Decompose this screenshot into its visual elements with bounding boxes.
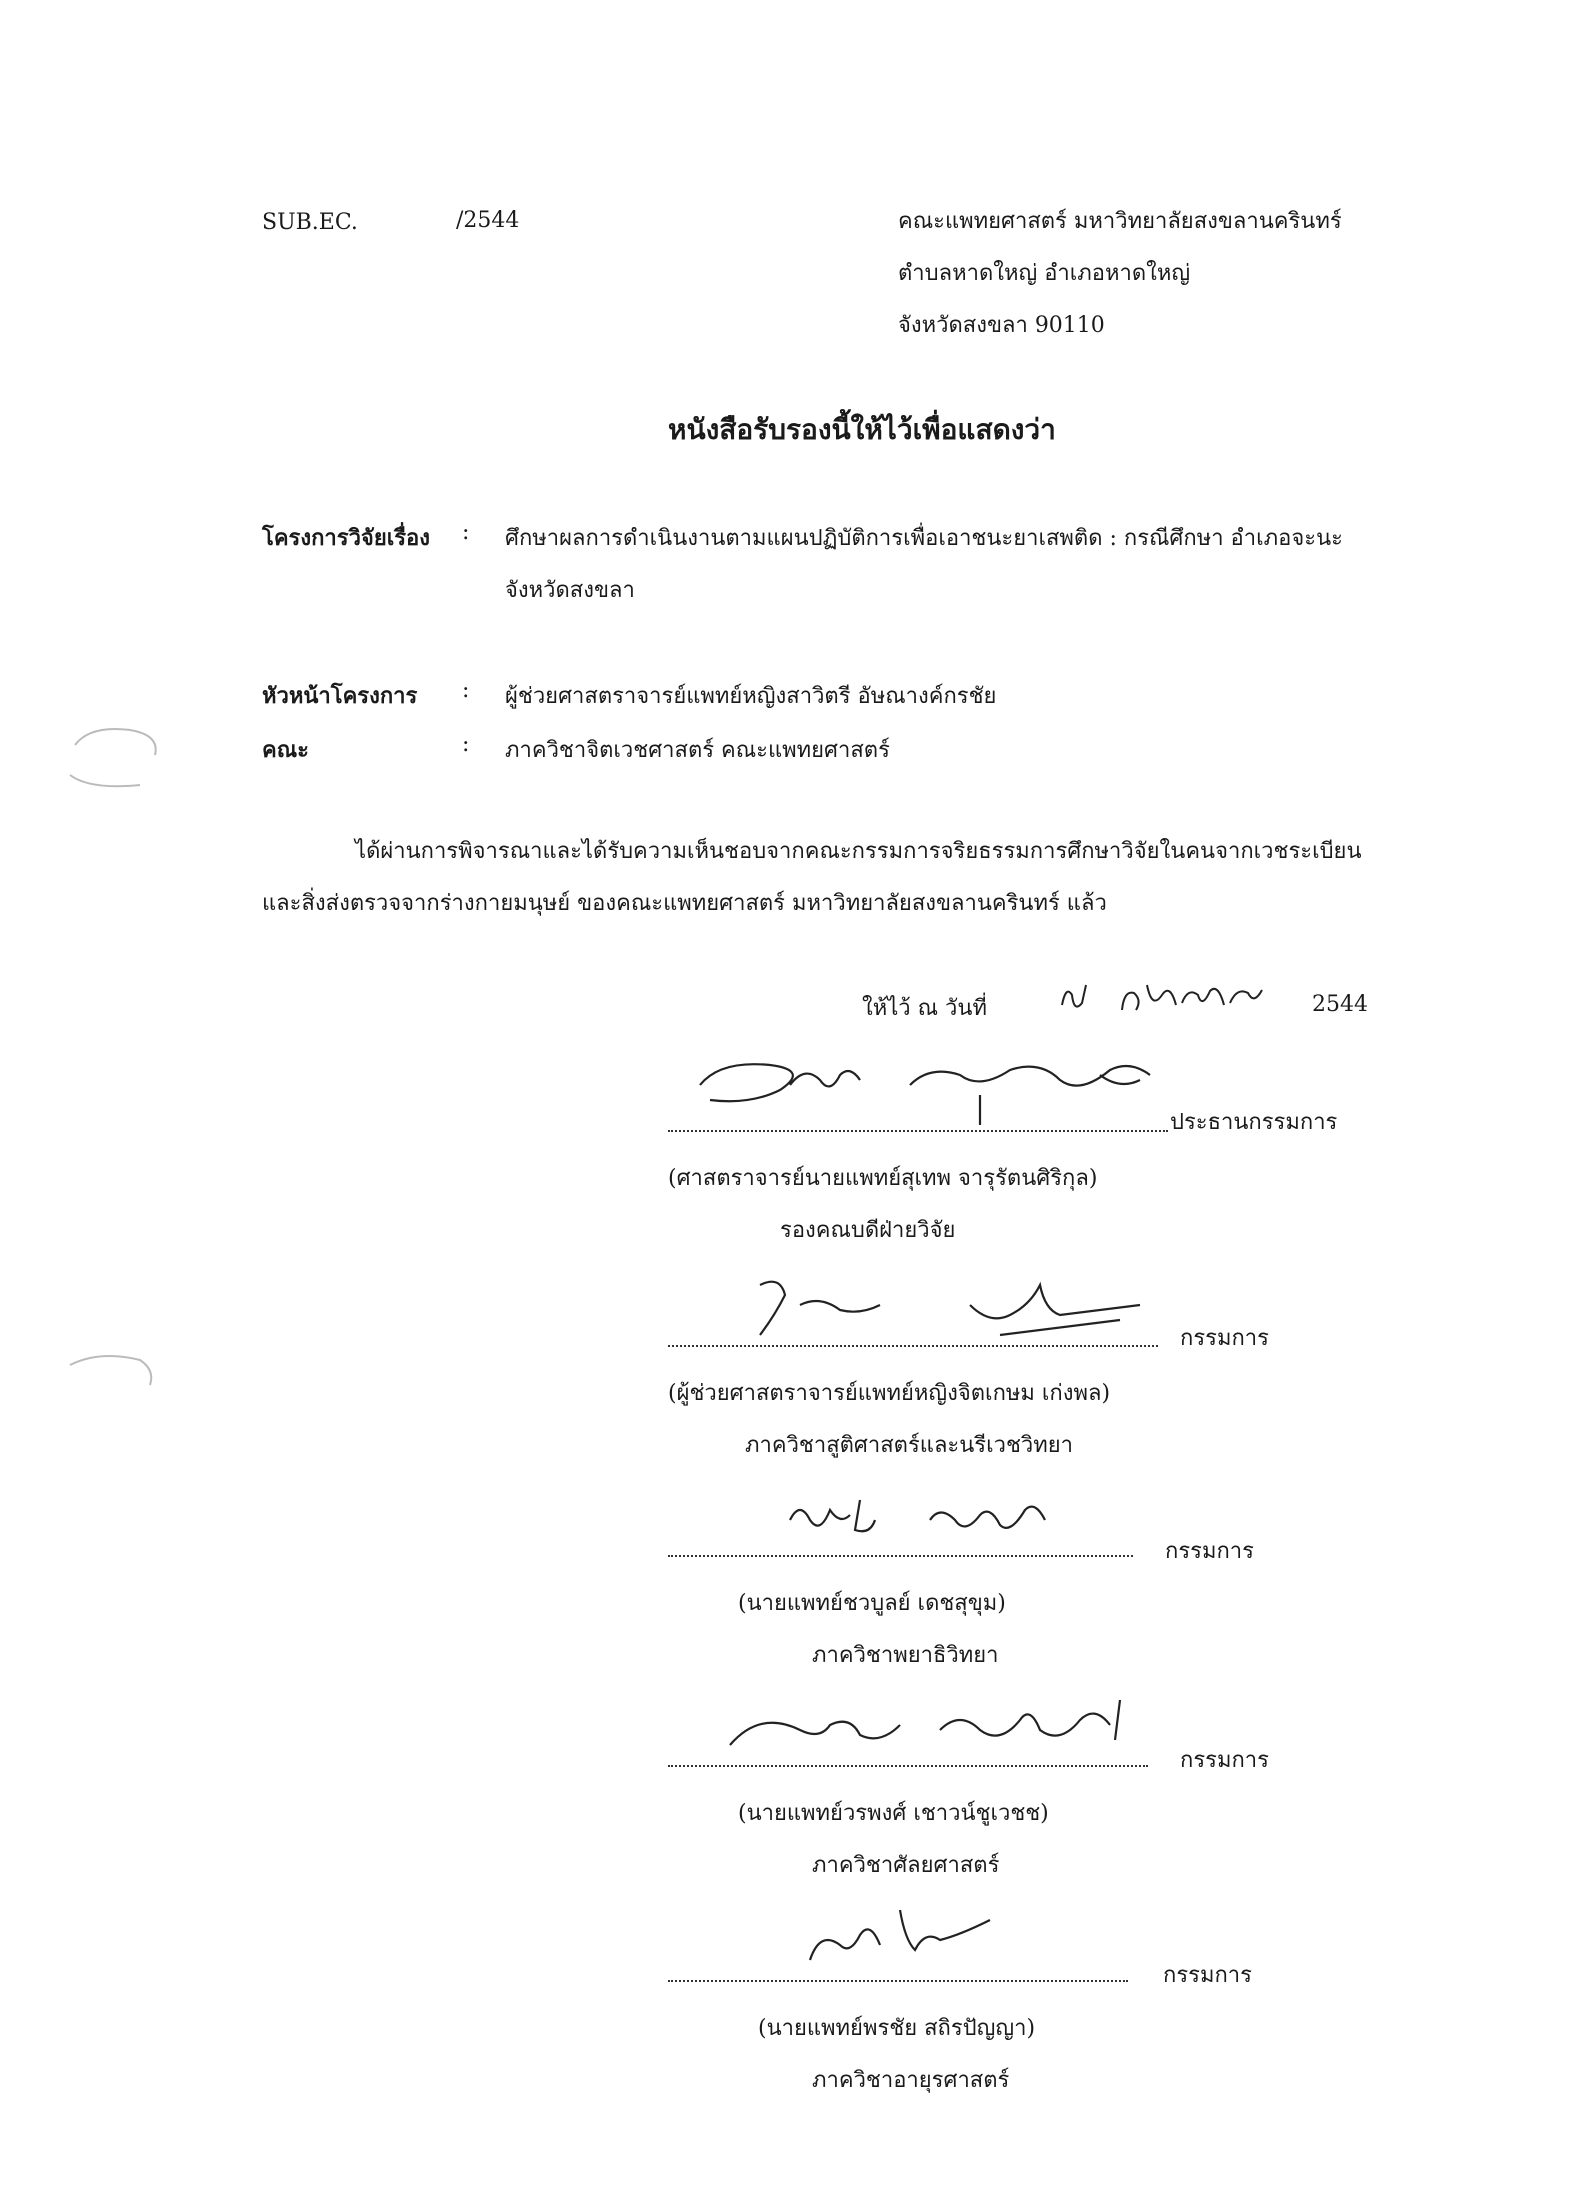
signatory-chair-role: ประธานกรรมการ: [1170, 1110, 1338, 1135]
field-faculty-colon: :: [462, 732, 470, 757]
signature-member-1: [740, 1265, 1160, 1355]
signatory-member-1-position: ภาควิชาสูติศาสตร์และนรีเวชวิทยา: [745, 1433, 1074, 1458]
signatory-member-3-role: กรรมการ: [1180, 1748, 1269, 1773]
address-line-3: จังหวัดสงขลา 90110: [898, 313, 1105, 338]
given-date-label: ให้ไว้ ณ วันที่: [862, 996, 987, 1021]
signatory-chair-name: (ศาสตราจารย์นายแพทย์สุเทพ จารุรัตนศิริกุล): [668, 1166, 1098, 1191]
field-project-label: โครงการวิจัยเรื่อง: [262, 525, 431, 551]
body-line-2: และสิ่งส่งตรวจจากร่างกายมนุษย์ ของคณะแพทยศาสตร์ มหาวิทยาลัยสงขลานครินทร์ แล้ว: [262, 891, 1107, 916]
punch-hole-mark: [60, 715, 170, 795]
signatory-member-4-position: ภาควิชาอายุรศาสตร์: [812, 2068, 1010, 2093]
ref-code: SUB.EC.: [262, 210, 358, 235]
signatory-member-3-name: (นายแพทย์วรพงศ์ เชาวน์ชูเวชช): [738, 1801, 1049, 1826]
field-leader-label: หัวหน้าโครงการ: [262, 683, 418, 709]
body-line-1: ได้ผ่านการพิจารณาและได้รับความเห็นชอบจากคณะกรรมการจริยธรรมการศึกษาวิจัยในคนจากเวชระเบียน: [355, 839, 1362, 864]
field-project-colon: :: [462, 520, 470, 545]
signature-member-3: [720, 1690, 1160, 1770]
address-line-1: คณะแพทยศาสตร์ มหาวิทยาลัยสงขลานครินทร์: [898, 209, 1342, 234]
signature-line-member-3: [668, 1765, 1148, 1767]
field-project-value: ศึกษาผลการดำเนินงานตามแผนปฏิบัติการเพื่อเอาชนะยาเสพติด : กรณีศึกษา อำเภอจะนะ: [505, 526, 1343, 551]
field-faculty-value: ภาควิชาจิตเวชศาสตร์ คณะแพทยศาสตร์: [505, 738, 890, 763]
signatory-member-3-position: ภาควิชาศัลยศาสตร์: [812, 1853, 1000, 1878]
document-title: หนังสือรับรองนี้ให้ไว้เพื่อแสดงว่า: [668, 413, 1056, 446]
field-project-value-2: จังหวัดสงขลา: [505, 578, 635, 603]
signature-member-2: [780, 1490, 1100, 1550]
signature-member-4: [790, 1890, 1030, 1980]
signatory-member-2-name: (นายแพทย์ชวบูลย์ เดชสุขุม): [738, 1591, 1006, 1616]
field-faculty-label: คณะ: [262, 737, 309, 763]
ref-number: /2544: [456, 208, 520, 233]
signatory-member-2-position: ภาควิชาพยาธิวิทยา: [812, 1643, 999, 1668]
handwritten-date: [1052, 965, 1272, 1035]
signatory-member-4-name: (นายแพทย์พรชัย สถิรปัญญา): [758, 2016, 1036, 2041]
signature-line-member-1: [668, 1345, 1158, 1347]
signature-chair: [680, 1045, 1170, 1135]
address-line-2: ตำบลหาดใหญ่ อำเภอหาดใหญ่: [898, 261, 1191, 286]
given-year: 2544: [1312, 992, 1368, 1017]
signature-line-chair: [668, 1130, 1168, 1132]
field-leader-colon: :: [462, 678, 470, 703]
signature-line-member-4: [668, 1980, 1128, 1982]
signatory-member-4-role: กรรมการ: [1163, 1963, 1252, 1988]
signature-line-member-2: [668, 1555, 1133, 1557]
signatory-chair-position: รองคณบดีฝ่ายวิจัย: [780, 1218, 956, 1243]
signatory-member-2-role: กรรมการ: [1165, 1539, 1254, 1564]
punch-hole-mark: [60, 1335, 170, 1415]
field-leader-value: ผู้ช่วยศาสตราจารย์แพทย์หญิงสาวิตรี อัษณางค์กรชัย: [505, 684, 997, 709]
signatory-member-1-role: กรรมการ: [1180, 1326, 1269, 1351]
signatory-member-1-name: (ผู้ช่วยศาสตราจารย์แพทย์หญิงจิตเกษม เก่งพล): [668, 1381, 1111, 1406]
